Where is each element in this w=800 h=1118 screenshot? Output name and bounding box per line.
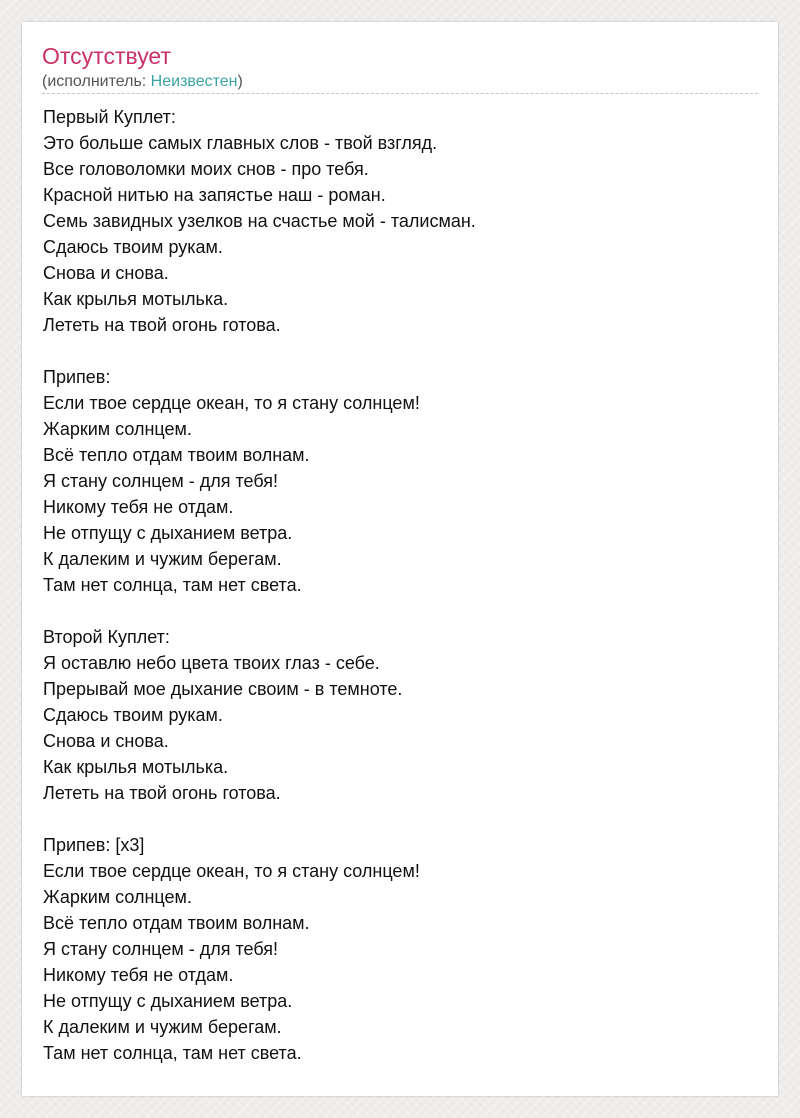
song-title: Отсутствует	[42, 43, 171, 69]
lyric-line: Всё тепло отдам твоим волнам.	[43, 913, 310, 933]
lyric-line: Я стану солнцем - для тебя!	[43, 939, 279, 959]
lyric-line: Как крылья мотылька.	[43, 757, 229, 777]
lyric-line: Я оставлю небо цвета твоих глаз - себе.	[43, 653, 380, 673]
lyric-line: Снова и снова.	[43, 263, 169, 283]
lyric-line: Как крылья мотылька.	[43, 289, 229, 309]
lyric-line: Если твое сердце океан, то я стану солнцем!	[43, 393, 420, 413]
lyric-line: Я стану солнцем - для тебя!	[43, 471, 279, 491]
lyric-line: Сдаюсь твоим рукам.	[43, 705, 223, 725]
lyric-line: Не отпущу с дыханием ветра.	[43, 991, 293, 1011]
stanza-gap	[43, 806, 758, 832]
lyric-line: Второй Куплет:	[43, 627, 170, 647]
artist-suffix: )	[237, 73, 243, 90]
lyric-line: Красной нитью на запястье наш - роман.	[43, 185, 386, 205]
artist-line	[42, 72, 243, 92]
lyric-line: К далеким и чужим берегам.	[43, 549, 282, 569]
lyric-line: Не отпущу с дыханием ветра.	[43, 523, 293, 543]
artist-link[interactable]: Неизвестен	[150, 73, 238, 90]
title-divider	[42, 93, 758, 94]
lyric-line: Сдаюсь твоим рукам.	[43, 237, 223, 257]
lyric-line: Никому тебя не отдам.	[43, 497, 234, 517]
lyric-line: Это больше самых главных слов - твой взгляд.	[43, 133, 438, 153]
lyric-line: Снова и снова.	[43, 731, 169, 751]
lyrics-card	[22, 22, 778, 1096]
lyric-line: Лететь на твой огонь готова.	[43, 315, 281, 335]
lyric-line: Семь завидных узелков на счастье мой - талисман.	[43, 211, 476, 231]
lyric-line: Жарким солнцем.	[43, 887, 192, 907]
lyric-line: Первый Куплет:	[43, 107, 176, 127]
lyrics-text	[43, 104, 758, 1066]
lyric-line: Если твое сердце океан, то я стану солнцем!	[43, 861, 420, 881]
stanza-gap	[43, 598, 758, 624]
lyric-line: Прерывай мое дыхание своим - в темноте.	[43, 679, 403, 699]
lyric-line: К далеким и чужим берегам.	[43, 1017, 282, 1037]
lyric-line: Там нет солнца, там нет света.	[43, 1043, 302, 1063]
lyric-line: Припев: [x3]	[43, 835, 145, 855]
lyric-line: Все головоломки моих снов - про тебя.	[43, 159, 369, 179]
lyric-line: Лететь на твой огонь готова.	[43, 783, 281, 803]
lyric-line: Никому тебя не отдам.	[43, 965, 234, 985]
lyric-line: Припев:	[43, 367, 111, 387]
lyric-line: Там нет солнца, там нет света.	[43, 575, 302, 595]
lyric-line: Всё тепло отдам твоим волнам.	[43, 445, 310, 465]
stanza-gap	[43, 338, 758, 364]
lyric-line: Жарким солнцем.	[43, 419, 192, 439]
artist-prefix: (исполнитель:	[42, 73, 151, 90]
